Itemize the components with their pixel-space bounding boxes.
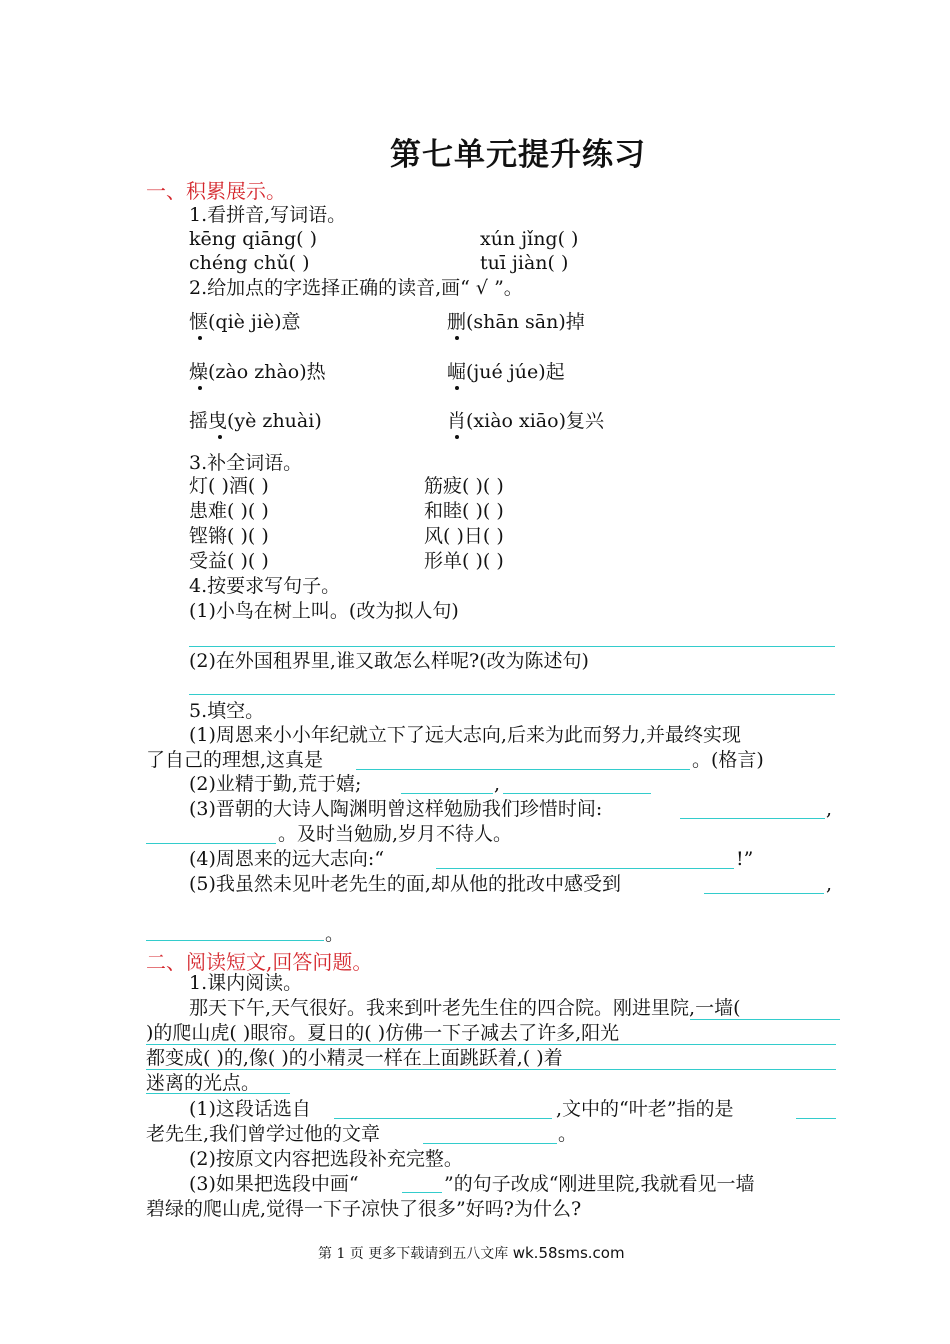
- pronunciation-item: 摇曳(yè zhuài): [189, 410, 322, 432]
- reading-q1-end: 。: [558, 1123, 578, 1145]
- idiom-item: 筋疲( )( ): [424, 475, 504, 497]
- q5-item-5: (5)我虽然未见叶老先生的面,却从他的批改中感受到: [189, 873, 621, 895]
- emphasis-dot: [198, 386, 202, 390]
- pinyin-item: chéng chǔ( ): [189, 252, 310, 274]
- answer-line[interactable]: [436, 868, 734, 869]
- reading-q2: (2)按原文内容把选段补充完整。: [189, 1148, 463, 1170]
- q5-item-3-sep: ,: [826, 798, 833, 820]
- passage-line: 迷离的光点。: [146, 1072, 261, 1094]
- idiom-item: 灯( )酒( ): [189, 475, 269, 497]
- q5-item-2: (2)业精于勤,荒于嬉;: [189, 773, 362, 795]
- q5-item-1: (1)周恩来小小年纪就立下了远大志向,后来为此而努力,并最终实现: [189, 724, 741, 746]
- q5-label: 5.填空。: [189, 700, 265, 722]
- q4-sentence-1: (1)小鸟在树上叫。(改为拟人句): [189, 600, 459, 622]
- page-footer: [318, 1243, 625, 1263]
- q5-item-5-end: 。: [325, 923, 345, 945]
- emphasis-dot: [218, 435, 222, 439]
- answer-line[interactable]: [146, 843, 276, 844]
- q3-label: 3.补全词语。: [189, 452, 303, 474]
- passage-line: 都变成( )的,像( )的小精灵一样在上面跳跃着,( )着: [146, 1047, 563, 1069]
- idiom-item: 铿锵( )( ): [189, 525, 269, 547]
- q5-item-1-end: 。(格言): [692, 749, 764, 771]
- section-heading-reading: 二、阅读短文,回答问题。: [146, 950, 373, 974]
- idiom-item: 形单( )( ): [424, 550, 504, 572]
- passage-underline: [146, 1069, 836, 1070]
- reading-sub-label: 1.课内阅读。: [189, 972, 303, 994]
- answer-line[interactable]: [189, 694, 835, 695]
- pronunciation-item: 崛(jué júe)起: [447, 361, 565, 383]
- answer-line[interactable]: [503, 793, 651, 794]
- answer-line[interactable]: [423, 1143, 557, 1144]
- reading-q1-cont: 老先生,我们曾学过他的文章: [146, 1123, 381, 1145]
- q5-item-4: (4)周恩来的远大志向:“: [189, 848, 385, 870]
- answer-line[interactable]: [680, 818, 825, 819]
- q5-item-4-end: !”: [736, 848, 754, 870]
- footer-site: wk.58sms.com: [512, 1244, 625, 1262]
- pinyin-item: tuī jiàn( ): [480, 252, 569, 274]
- q4-label: 4.按要求写句子。: [189, 575, 341, 597]
- reading-q3-mid: ”的句子改成“刚进里院,我就看见一墙: [444, 1173, 755, 1195]
- answer-line[interactable]: [189, 646, 835, 647]
- q5-item-2-sep: ,: [494, 773, 501, 795]
- footer-text: 第 1 页 更多下载请到五八文库: [318, 1246, 513, 1262]
- emphasis-dot: [455, 435, 459, 439]
- idiom-item: 风( )日( ): [424, 525, 504, 547]
- passage-line: 那天下午,天气很好。我来到叶老先生住的四合院。刚进里院,一墙(: [189, 997, 741, 1019]
- page-title: 第七单元提升练习: [390, 137, 646, 173]
- reading-q3: (3)如果把选段中画“: [189, 1173, 359, 1195]
- q5-item-3: (3)晋朝的大诗人陶渊明曾这样勉励我们珍惜时间:: [189, 798, 603, 820]
- idiom-item: 和睦( )( ): [424, 500, 504, 522]
- emphasis-dot: [455, 386, 459, 390]
- answer-line[interactable]: [704, 893, 824, 894]
- q5-item-3-cont: 。及时当勉励,岁月不待人。: [278, 823, 513, 845]
- answer-line[interactable]: [146, 940, 324, 941]
- passage-underline: [146, 1093, 290, 1094]
- answer-line[interactable]: [334, 1118, 552, 1119]
- q5-item-5-sep: ,: [826, 873, 833, 895]
- q2-label: 2.给加点的字选择正确的读音,画“ √ ”。: [189, 277, 523, 299]
- pinyin-item: xún jǐng( ): [480, 228, 579, 250]
- reading-q1: (1)这段话选自: [189, 1098, 311, 1120]
- q1-label: 1.看拼音,写词语。: [189, 204, 347, 226]
- pronunciation-item: 肖(xiào xiāo)复兴: [447, 410, 604, 432]
- emphasis-dot: [198, 336, 202, 340]
- answer-line[interactable]: [401, 793, 493, 794]
- pronunciation-item: 燥(zào zhào)热: [189, 361, 326, 383]
- q5-item-1-cont: 了自己的理想,这真是: [146, 749, 324, 771]
- idiom-item: 受益( )( ): [189, 550, 269, 572]
- idiom-item: 患难( )( ): [189, 500, 269, 522]
- reading-q1-mid: ,文中的“叶老”指的是: [556, 1098, 734, 1120]
- passage-line: )的爬山虎( )眼帘。夏日的( )仿佛一下子减去了许多,阳光: [146, 1022, 620, 1044]
- pronunciation-item: 删(shān sān)掉: [447, 311, 585, 333]
- answer-line[interactable]: [356, 769, 690, 770]
- passage-underline: [690, 1019, 840, 1020]
- underline-sample: [402, 1192, 442, 1193]
- answer-line[interactable]: [796, 1118, 836, 1119]
- q4-sentence-2: (2)在外国租界里,谁又敢怎么样呢?(改为陈述句): [189, 650, 589, 672]
- section-heading-accumulation: 一、积累展示。: [146, 179, 286, 203]
- passage-underline: [146, 1044, 836, 1045]
- reading-q3-cont: 碧绿的爬山虎,觉得一下子凉快了很多”好吗?为什么?: [146, 1198, 582, 1220]
- emphasis-dot: [455, 336, 459, 340]
- pinyin-item: kēng qiāng( ): [189, 228, 318, 250]
- pronunciation-item: 惬(qiè jiè)意: [189, 311, 301, 333]
